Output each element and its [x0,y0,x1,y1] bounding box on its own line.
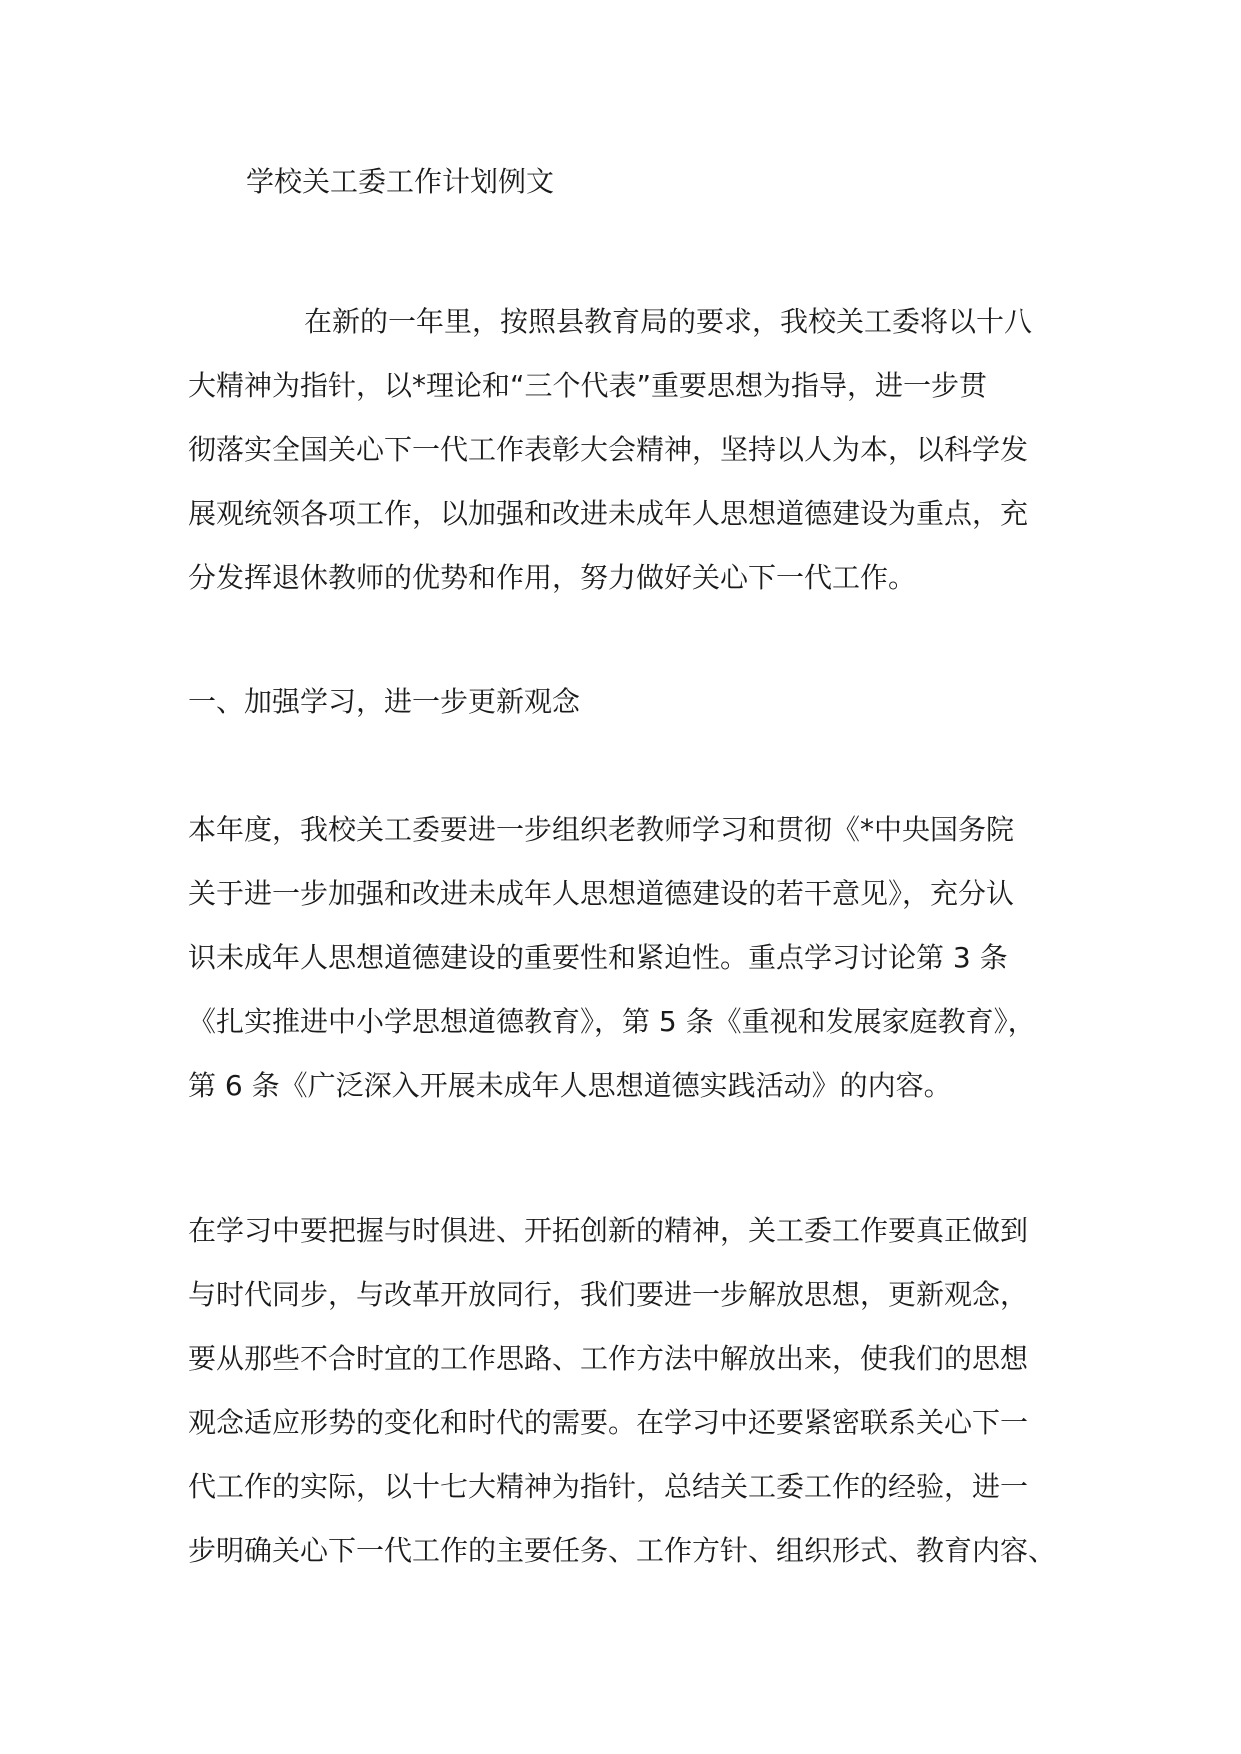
document-title: 学校关工委工作计划例文 [246,165,555,198]
paragraph-line: 第 6 条《广泛深入开展未成年人思想道德实践活动》的内容。 [188,1069,952,1102]
paragraph-line: 本年度，我校关工委要进一步组织老教师学习和贯彻《*中央国务院 [188,813,1015,846]
paragraph-line: 在新的一年里，按照县教育局的要求，我校关工委将以十八 [304,305,1033,338]
paragraph-line: 《扎实推进中小学思想道德教育》，第 5 条《重视和发展家庭教育》， [188,1005,1036,1038]
paragraph-line: 在学习中要把握与时俱进、开拓创新的精神，关工委工作要真正做到 [188,1214,1029,1247]
paragraph-line: 识未成年人思想道德建设的重要性和紧迫性。重点学习讨论第 3 条 [188,941,1008,974]
paragraph-line: 彻落实全国关心下一代工作表彰大会精神，坚持以人为本，以科学发 [188,433,1029,466]
paragraph-line: 与时代同步，与改革开放同行，我们要进一步解放思想，更新观念， [188,1278,1029,1311]
section-heading: 一、加强学习，进一步更新观念 [188,685,581,718]
paragraph-line: 要从那些不合时宜的工作思路、工作方法中解放出来，使我们的思想 [188,1342,1029,1375]
paragraph-line: 展观统领各项工作，以加强和改进未成年人思想道德建设为重点，充 [188,497,1029,530]
paragraph-line: 关于进一步加强和改进未成年人思想道德建设的若干意见》，充分认 [188,877,1015,910]
paragraph-line: 观念适应形势的变化和时代的需要。在学习中还要紧密联系关心下一 [188,1406,1029,1439]
section-paragraph-study [188,798,1068,1118]
paragraph-line: 步明确关心下一代工作的主要任务、工作方针、组织形式、教育内容、 [188,1534,1057,1567]
section-paragraph-innovation [188,1199,1068,1583]
paragraph-line: 代工作的实际，以十七大精神为指针，总结关工委工作的经验，进一 [188,1470,1029,1503]
paragraph-line: 分发挥退休教师的优势和作用，努力做好关心下一代工作。 [188,561,917,594]
paragraph-line: 大精神为指针，以*理论和“三个代表”重要思想为指导，进一步贯 [188,369,988,402]
intro-paragraph [188,290,1068,610]
